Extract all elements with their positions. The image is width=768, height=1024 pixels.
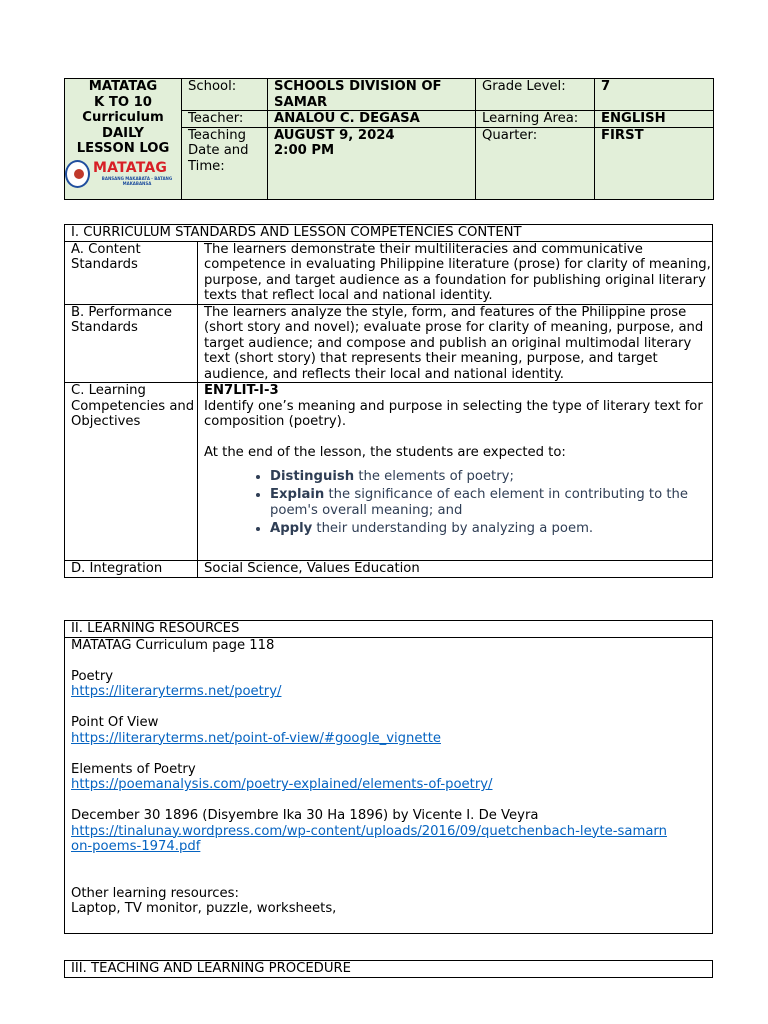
deped-seal-icon bbox=[65, 160, 90, 188]
competency-text: Identify one’s meaning and purpose in selecting the type of literary text for composition (poetry). bbox=[204, 398, 703, 429]
integration-label: D. Integration bbox=[65, 561, 198, 578]
performance-standards-text: The learners analyze the style, form, and features of the Philippine prose (short story and novel); evaluate prose for clarity of meaning, purpose, and target audience; and compose and publish an original multimodal literary text (short story) that represents their meaning, purpose, and target audience, and reflects their local and national identity. bbox=[198, 304, 713, 383]
date-label bbox=[182, 127, 268, 199]
area-label: Learning Area: bbox=[476, 111, 595, 128]
performance-standards-label: B. Performance Standards bbox=[65, 304, 198, 383]
date-label-line-1: Teaching bbox=[188, 127, 247, 143]
section-2-title: II. LEARNING RESOURCES bbox=[65, 621, 713, 638]
content-standards-label: A. Content Standards bbox=[65, 241, 198, 304]
curriculum-standards-table bbox=[64, 224, 713, 578]
other-resources-text: Laptop, TV monitor, puzzle, worksheets, bbox=[71, 901, 337, 916]
teacher-value: ANALOU C. DEGASA bbox=[268, 111, 476, 128]
curriculum-reference: MATATAG Curriculum page 118 bbox=[71, 637, 275, 653]
resource-link-poem-pdf[interactable]: https://tinalunay.wordpress.com/wp-content/uploads/2016/09/quetchenbach-leyte-samarnon-poems-1974.pdf bbox=[71, 823, 667, 854]
dll-title-line-3: Curriculum bbox=[82, 110, 164, 125]
objective-verb: Explain bbox=[270, 487, 325, 502]
objective-verb: Apply bbox=[270, 521, 313, 536]
integration-text: Social Science, Values Education bbox=[198, 561, 713, 578]
school-value: SCHOOLS DIVISION OF SAMAR bbox=[268, 79, 476, 111]
date-label-line-2: Date and bbox=[188, 143, 249, 158]
objective-verb: Distinguish bbox=[270, 468, 355, 484]
resource-link-point-of-view[interactable]: https://literaryterms.net/point-of-view/#google_vignette bbox=[71, 730, 441, 746]
dll-title-line-1: MATATAG bbox=[88, 79, 158, 94]
resource-label: Poetry bbox=[71, 668, 114, 684]
grade-value: 7 bbox=[595, 79, 714, 111]
teaching-time: 2:00 PM bbox=[274, 143, 335, 158]
quarter-value: FIRST bbox=[595, 127, 714, 199]
dll-title-line-4: DAILY bbox=[102, 125, 144, 141]
learning-resources-table bbox=[64, 620, 713, 934]
objective-item bbox=[270, 487, 712, 518]
area-value: ENGLISH bbox=[595, 111, 714, 128]
matatag-logo-text: MATATAG bbox=[93, 160, 168, 176]
competency-code: EN7LIT-I-3 bbox=[204, 383, 279, 398]
objectives-list bbox=[204, 469, 712, 537]
teacher-label: Teacher: bbox=[182, 111, 268, 128]
teaching-date: AUGUST 9, 2024 bbox=[274, 127, 395, 143]
teaching-procedure-table bbox=[64, 960, 713, 978]
learning-resources-cell bbox=[65, 637, 713, 933]
resource-label: Elements of Poetry bbox=[71, 761, 196, 777]
resource-link-poetry[interactable]: https://literaryterms.net/poetry/ bbox=[71, 684, 282, 699]
objective-text: their understanding by analyzing a poem. bbox=[312, 521, 594, 536]
objective-item bbox=[270, 469, 712, 485]
matatag-logo bbox=[93, 161, 181, 186]
logos bbox=[65, 160, 181, 188]
school-label: School: bbox=[182, 79, 268, 111]
date-label-line-3: Time: bbox=[188, 158, 225, 174]
objective-text: the significance of each element in contributing to the poem's overall meaning; and bbox=[270, 487, 688, 518]
resource-label: December 30 1896 (Disyembre Ika 30 Ha 1896) by Vicente I. De Veyra bbox=[71, 808, 539, 823]
section-1-title: I. CURRICULUM STANDARDS AND LESSON COMPETENCIES CONTENT bbox=[65, 225, 713, 242]
resource-link-elements-of-poetry[interactable]: https://poemanalysis.com/poetry-explained/elements-of-poetry/ bbox=[71, 777, 493, 792]
objectives-intro: At the end of the lesson, the students are expected to: bbox=[204, 445, 566, 460]
grade-label: Grade Level: bbox=[476, 79, 595, 111]
dll-title-line-2: K TO 10 bbox=[94, 94, 152, 110]
learning-competencies-cell bbox=[198, 383, 713, 561]
header-table bbox=[64, 78, 714, 200]
objective-item bbox=[270, 521, 712, 537]
resource-label: Point Of View bbox=[71, 715, 159, 730]
matatag-logo-subtext: BANSANG MAKABATA · BATANG MAKABANSA bbox=[101, 176, 173, 186]
dll-title-line-5: LESSON LOG bbox=[76, 141, 170, 156]
section-3-title: III. TEACHING AND LEARNING PROCEDURE bbox=[65, 961, 713, 978]
dll-title-cell bbox=[65, 79, 182, 200]
learning-competencies-label: C. Learning Competencies and Objectives bbox=[65, 383, 198, 561]
other-resources-label: Other learning resources: bbox=[71, 885, 239, 901]
objective-text: the elements of poetry; bbox=[354, 468, 514, 484]
content-standards-text: The learners demonstrate their multiliteracies and communicative competence in evaluating Philippine literature (prose) for clarity of meaning, purpose, and target audience as a foundation for publishing original literary texts that reflect local and national identity. bbox=[198, 241, 713, 304]
quarter-label: Quarter: bbox=[476, 127, 595, 199]
date-value bbox=[268, 127, 476, 199]
